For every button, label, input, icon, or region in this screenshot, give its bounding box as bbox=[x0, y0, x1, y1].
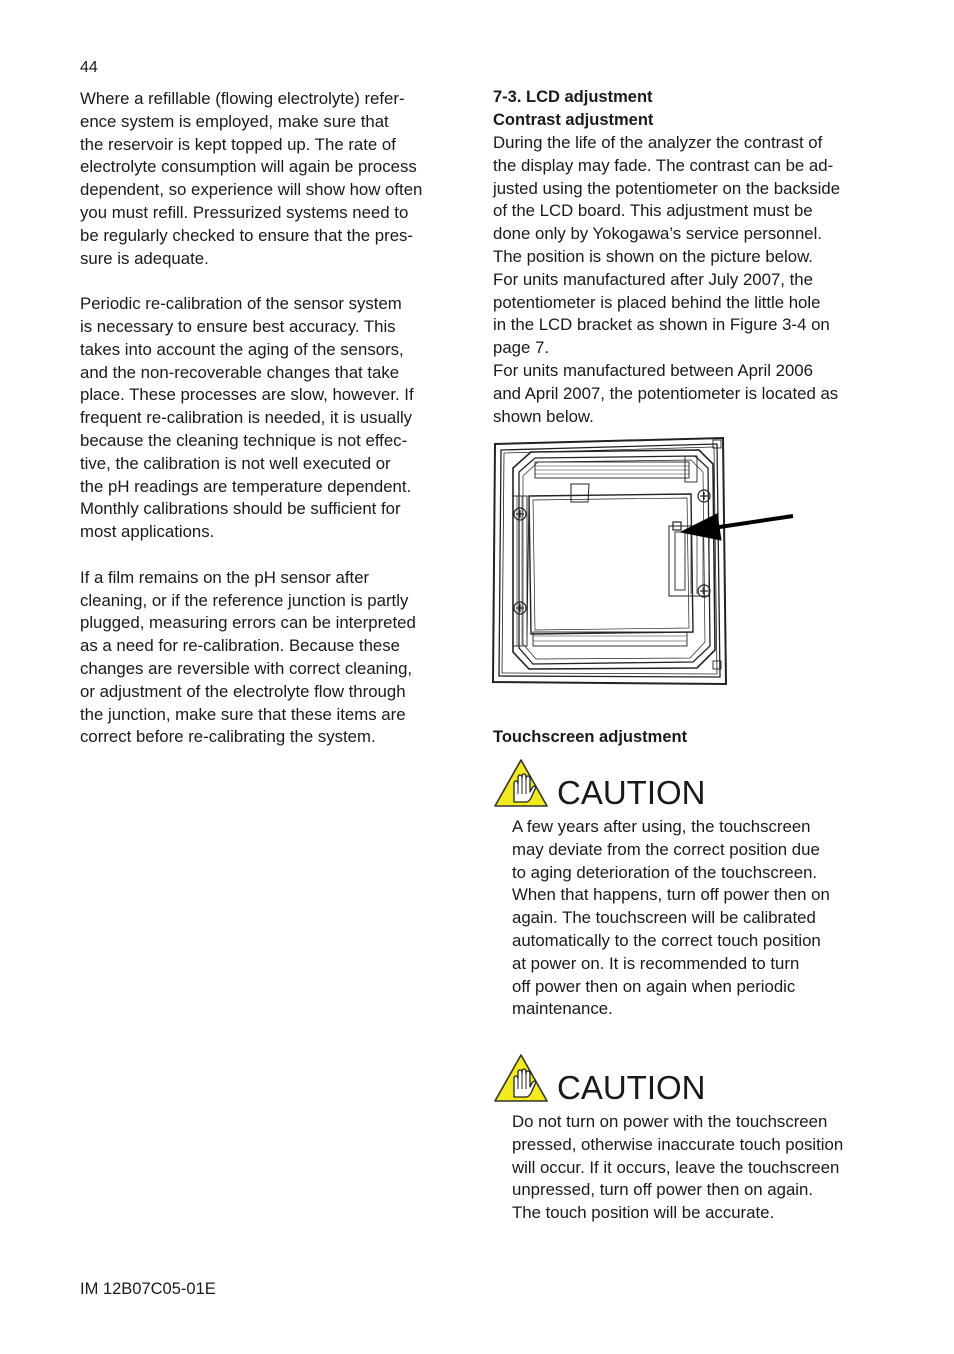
text-line: electrolyte consumption will again be process bbox=[80, 157, 417, 177]
text-line: For units manufactured between April 2006 bbox=[493, 360, 813, 380]
document-id-footer: IM 12B07C05-01E bbox=[80, 1280, 216, 1298]
subsection-title: Contrast adjustment bbox=[493, 111, 654, 129]
text-line: When that happens, turn off power then on bbox=[512, 885, 830, 905]
text-line: unpressed, turn off power then on again. bbox=[512, 1180, 814, 1200]
paragraph-contrast-adjustment bbox=[493, 132, 878, 428]
text-line: ence system is employed, make sure that bbox=[80, 111, 389, 131]
caution-box bbox=[493, 758, 830, 1021]
text-line: The touch position will be accurate. bbox=[512, 1203, 775, 1223]
text-line: of the LCD board. This adjustment must be bbox=[493, 201, 813, 221]
hand-warning-icon bbox=[493, 1053, 549, 1103]
text-line: because the cleaning technique is not effec- bbox=[80, 430, 408, 450]
text-line: cleaning, or if the reference junction is partly bbox=[80, 590, 409, 610]
section-title: 7-3. LCD adjustment bbox=[493, 88, 653, 106]
page-number: 44 bbox=[80, 59, 98, 76]
text-line: may deviate from the correct position due bbox=[512, 839, 820, 859]
text-line: again. The touchscreen will be calibrated bbox=[512, 908, 816, 928]
right-column bbox=[493, 86, 878, 428]
text-line: the display may fade. The contrast can be ad- bbox=[493, 155, 834, 175]
text-line: done only by Yokogawa’s service personnel. bbox=[493, 224, 823, 244]
arrow-left-icon bbox=[681, 514, 793, 540]
text-line: takes into account the aging of the sensors, bbox=[80, 339, 404, 359]
text-line: most applications. bbox=[80, 522, 215, 542]
text-line: dependent, so experience will show how often bbox=[80, 180, 423, 200]
lcd-board-figure bbox=[491, 436, 796, 686]
text-line: page 7. bbox=[493, 338, 549, 358]
hand-warning-icon bbox=[493, 758, 549, 808]
text-line: tive, the calibration is not well executed or bbox=[80, 453, 391, 473]
text-line: plugged, measuring errors can be interpreted bbox=[80, 613, 416, 633]
text-line: changes are reversible with correct cleaning, bbox=[80, 658, 413, 678]
touchscreen-heading: Touchscreen adjustment bbox=[493, 728, 688, 746]
text-line: be regularly checked to ensure that the pres- bbox=[80, 225, 414, 245]
text-line: sure is adequate. bbox=[80, 248, 209, 268]
text-line: For units manufactured after July 2007, the bbox=[493, 269, 813, 289]
text-line: the reservoir is kept topped up. The rate of bbox=[80, 134, 396, 154]
text-line: the pH readings are temperature dependent. bbox=[80, 476, 412, 496]
text-line: During the life of the analyzer the contrast of bbox=[493, 133, 823, 152]
text-line: maintenance. bbox=[512, 999, 613, 1019]
paragraph-film-on-sensor bbox=[80, 567, 458, 749]
caution-title: CAUTION bbox=[557, 774, 706, 811]
caution-text bbox=[512, 816, 830, 1021]
text-line: automatically to the correct touch position bbox=[512, 930, 821, 950]
text-line: Where a refillable (flowing electrolyte) refer- bbox=[80, 89, 405, 108]
caution-box bbox=[493, 1053, 843, 1225]
text-line: will occur. If it occurs, leave the touchscreen bbox=[512, 1157, 840, 1177]
text-line: shown below. bbox=[493, 406, 594, 426]
text-line: If a film remains on the pH sensor after bbox=[80, 567, 370, 587]
text-line: off power then on again when periodic bbox=[512, 976, 796, 996]
text-line: A few years after using, the touchscreen bbox=[512, 817, 811, 836]
text-line: justed using the potentiometer on the backside bbox=[493, 178, 841, 198]
text-line: in the LCD bracket as shown in Figure 3-4 on bbox=[493, 315, 830, 335]
text-line: pressed, otherwise inaccurate touch position bbox=[512, 1134, 844, 1154]
text-line: to aging deterioration of the touchscreen. bbox=[512, 862, 818, 882]
text-line: place. These processes are slow, however. If bbox=[80, 385, 414, 405]
text-line: as a need for re-calibration. Because these bbox=[80, 636, 400, 656]
text-line: Monthly calibrations should be sufficient for bbox=[80, 499, 401, 519]
paragraph-refillable-reference bbox=[80, 88, 458, 270]
text-line: and April 2007, the potentiometer is located as bbox=[493, 383, 839, 403]
text-line: Periodic re-calibration of the sensor system bbox=[80, 294, 402, 314]
paragraph-periodic-recalibration bbox=[80, 293, 458, 544]
left-column bbox=[80, 88, 458, 749]
text-line: the junction, make sure that these items are bbox=[80, 704, 406, 724]
text-line: at power on. It is recommended to turn bbox=[512, 953, 800, 973]
text-line: The position is shown on the picture below. bbox=[493, 246, 813, 266]
text-line: is necessary to ensure best accuracy. This bbox=[80, 316, 396, 336]
text-line: and the non-recoverable changes that take bbox=[80, 362, 400, 382]
caution-title: CAUTION bbox=[557, 1069, 706, 1106]
text-line: you must refill. Pressurized systems need to bbox=[80, 202, 409, 222]
text-line: or adjustment of the electrolyte flow through bbox=[80, 681, 406, 701]
text-line: correct before re-calibrating the system. bbox=[80, 727, 376, 747]
caution-text bbox=[512, 1111, 843, 1225]
text-line: frequent re-calibration is needed, it is usually bbox=[80, 408, 413, 428]
text-line: Do not turn on power with the touchscreen bbox=[512, 1112, 828, 1131]
text-line: potentiometer is placed behind the little hole bbox=[493, 292, 821, 312]
lcd-board-drawing bbox=[491, 436, 796, 686]
